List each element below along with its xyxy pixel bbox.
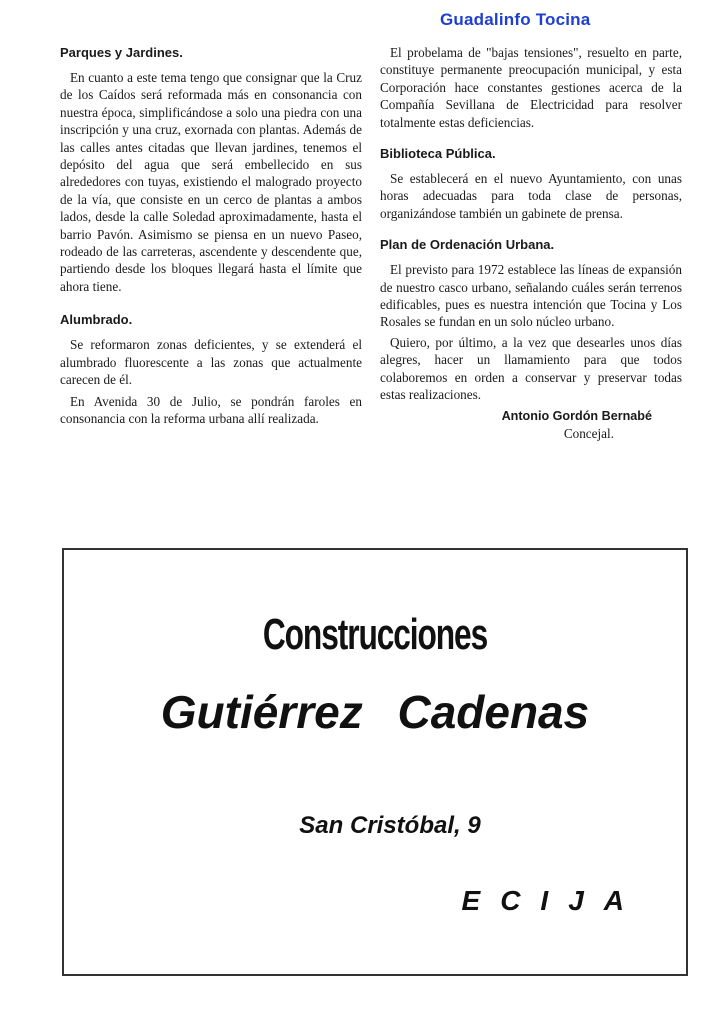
paragraph-parques: En cuanto a este tema tengo que consignar que la Cruz de los Caídos será reformada más en consonancia con nuestra época, simplificándose a solo una piedra con una inscripción y una cruz, exornada con plantas. Además de las calles antes citadas que llevan jardines, tenemos el depósito del agua que será embellecido en sus alrededores con tuyas, existiendo el malogrado proyecto de la vía, que consiste en un cerco de plantas a ambos lados, desde la calle Soledad aproximadamente, hasta el barrio Pavón. Asimismo se piensa en un nuevo Paseo, rodeado de las carreteras, ascendente y descendente que, partiendo desde los bloques llegará hasta el límite que ahora tiene. [60,70,362,294]
paragraph-alumbrado-2: En Avenida 30 de Julio, se pondrán faroles en consonancia con la reforma urbana allí realizada. [60,393,362,426]
section-heading-alumbrado: Alumbrado. [60,312,133,328]
left-column [60,44,362,427]
section-heading-biblioteca: Biblioteca Pública. [380,146,496,162]
paragraph-biblioteca: Se establecerá en el nuevo Ayuntamiento, con unas horas adecuadas para toda clase de personas, organizándose también un gabinete de prensa. [380,171,682,221]
paragraph-closing: Quiero, por último, a la vez que desearles unos días alegres, hacer un llamamiento para que todos colaboremos en orden a conservar y preservar todas estas realizaciones. [380,334,682,403]
signature-role: Concejal. [563,425,614,441]
paragraph-tensiones: El probelama de "bajas tensiones", resuelto en parte, constituye permanente preocupación municipal, y esta Corporación hace constantes gestiones acerca de la Compañía Sevillana de Electricidad para resolver totalmente estas deficiencias. [380,45,682,130]
paragraph-ordenacion: El previsto para 1972 establece las líneas de expansión de nuestro casco urbano, señalando cuáles serán terrenos edificables, pues es nuestra intención que Tocina y Los Rosales se fundan en un solo núcleo urbano. [380,262,682,330]
ad-company-type: Construcciones [262,610,488,659]
watermark: Guadalinfo Tocina [440,10,591,29]
right-column [380,44,682,442]
ad-address: San Cristóbal, 9 [299,812,481,839]
advertisement-box [62,548,688,976]
signature [380,408,682,443]
ad-city: ECIJA [461,885,644,916]
signature-name: Antonio Gordón Bernabé [501,408,652,423]
ad-company-name: Gutiérrez Cadenas [160,686,590,738]
paragraph-alumbrado-1: Se reformaron zonas deficientes, y se extenderá el alumbrado fluorescente a las zonas que actualmente carecen de él. [60,337,362,388]
section-heading-parques: Parques y Jardines. [60,45,183,60]
section-heading-ordenacion: Plan de Ordenación Urbana. [380,237,555,253]
